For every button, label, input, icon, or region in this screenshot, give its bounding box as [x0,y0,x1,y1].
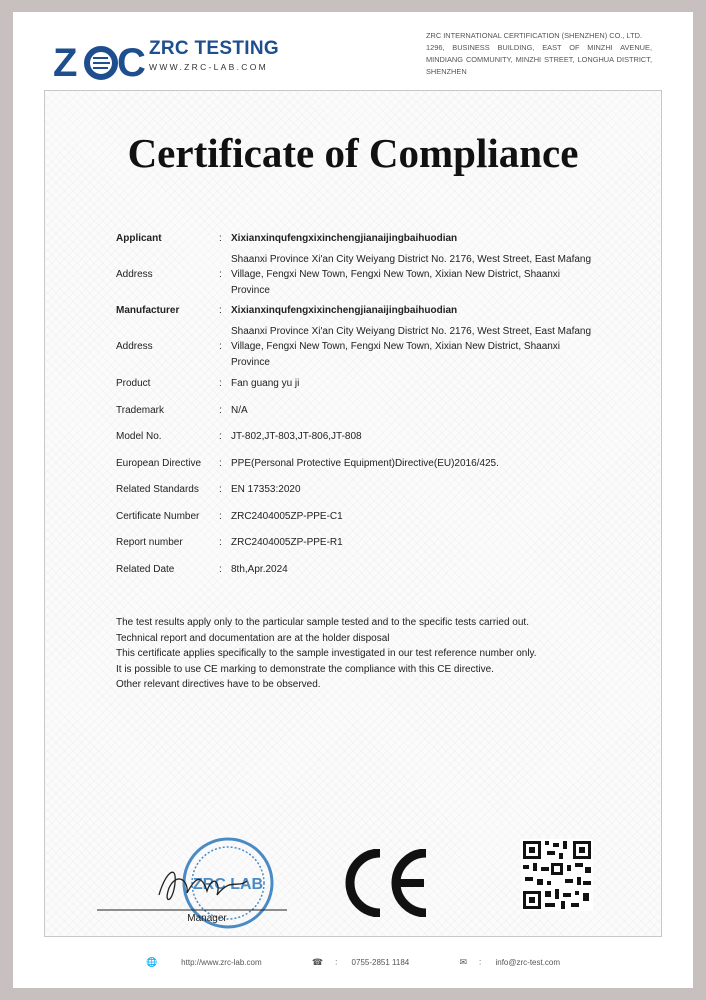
signature-block [97,833,297,933]
field-value: Xixianxinqufengxixinchengjianaijingbaihuodian [231,305,458,316]
zrc-logo-icon [53,38,145,86]
footer-phone-text: 0755-2851 1184 [351,958,410,967]
field-manufacturer [116,303,596,319]
field-colon: : [219,510,222,522]
qr-code-icon [521,839,593,911]
field-label: Certificate Number [116,510,200,522]
field-manufacturer-address [116,324,596,371]
qr-code [521,839,593,916]
note-line: Other relevant directives have to be observed. [116,679,321,690]
field-label: Product [116,378,151,389]
field-label: European Directive [116,457,202,469]
ce-mark-icon [340,849,432,917]
phone-icon: ☎ [311,957,324,967]
field-label: Related Date [116,563,175,575]
field-value: ZRC2404005ZP-PPE-C1 [231,510,343,522]
signature-role: Manager [187,913,227,924]
field-trademark [116,403,596,419]
ce-mark [340,849,432,922]
field-value: Fan guang yu ji [231,378,300,389]
field-value: EN 17353:2020 [231,484,301,495]
field-value: 8th,Apr.2024 [231,563,288,575]
note-line: Technical report and documentation are at the holder disposal [116,632,390,644]
zrc-logo [53,38,293,88]
field-colon: : [219,537,222,548]
field-report-number [116,535,596,551]
field-related-standards [116,482,596,498]
field-colon: : [219,563,222,575]
note-line: It is possible to use CE marking to demonstrate the compliance with this CE directive. [116,663,494,675]
note-line: This certificate applies specifically to the sample investigated in our test reference number only. [116,648,537,659]
field-colon: : [219,431,222,442]
certificate-title: Certificate of Compliance [127,130,579,176]
certificate-sheet [13,12,693,988]
brand-url: WWW.ZRC-LAB.COM [149,62,269,72]
field-value: Shaanxi Province Xi'an City Weiyang District No. 2176, West Street, East Mafang Village, Fengxi New Town, Fengxi New Town, Xixian New District, Shaanxi Province [231,325,592,368]
field-value: N/A [231,404,248,416]
field-colon: : [219,268,222,280]
field-colon: : [219,484,222,495]
certificate-frame [44,90,662,937]
footer-contact [13,957,693,968]
brand-name: ZRC TESTING [149,38,279,59]
field-european-directive [116,456,596,472]
certificate-fields [116,231,596,577]
field-certificate-number [116,509,596,525]
field-colon: : [219,305,222,316]
footer-website [134,957,274,968]
company-address: 1296, BUSINESS BUILDING, EAST OF MINZHI AVENUE, MINDIANG COMMUNITY, MINZHI STREET, LONGHUA DISTRICT, SHENZHEN [426,43,652,76]
field-label: Address [116,340,153,352]
field-value: ZRC2404005ZP-PPE-R1 [231,537,343,548]
footer-email: ✉ : info@zrc-test.com [459,957,561,967]
footer-website-text: http://www.zrc-lab.com [181,958,262,967]
company-name: ZRC INTERNATIONAL CERTIFICATION (SHENZHEN) CO., LTD. [426,31,642,40]
field-colon: : [219,457,222,469]
field-colon: : [219,233,222,244]
footer-email-text: info@zrc-test.com [495,958,561,967]
field-model-no [116,429,596,445]
mail-icon: ✉ [459,957,468,967]
globe-icon: 🌐 [145,957,158,967]
field-label: Related Standards [116,484,199,495]
field-related-date [116,562,596,578]
field-product [116,376,596,392]
stamp-text: ZRC LAB [192,876,264,893]
field-label: Model No. [116,431,162,442]
field-label: Trademark [116,404,164,416]
field-applicant [116,231,596,247]
compliance-notes [116,615,596,693]
field-value: Shaanxi Province Xi'an City Weiyang District No. 2176, West Street, East Mafang Village, Fengxi New Town, Fengxi New Town, Xixian New District, Shaanxi Province [231,253,592,296]
field-colon: : [219,340,222,352]
field-label: Address [116,268,153,280]
signature-stamp-icon [97,833,297,933]
field-applicant-address [116,252,596,299]
field-value: JT-802,JT-803,JT-806,JT-808 [231,431,362,442]
svg-text:C: C [117,41,145,85]
field-value: Xixianxinqufengxixinchengjianaijingbaihuodian [231,233,458,244]
field-value: PPE(Personal Protective Equipment)Directive(EU)2016/425. [231,457,499,469]
svg-text:Z: Z [53,41,78,85]
field-label: Manufacturer [116,305,180,316]
footer-phone: ☎ : 0755-2851 1184 [311,957,410,967]
field-label: Applicant [116,233,162,244]
field-colon: : [219,378,222,389]
note-line: The test results apply only to the particular sample tested and to the specific tests carried out. [116,617,529,628]
company-info [426,30,652,78]
field-label: Report number [116,537,183,548]
field-colon: : [219,404,222,416]
